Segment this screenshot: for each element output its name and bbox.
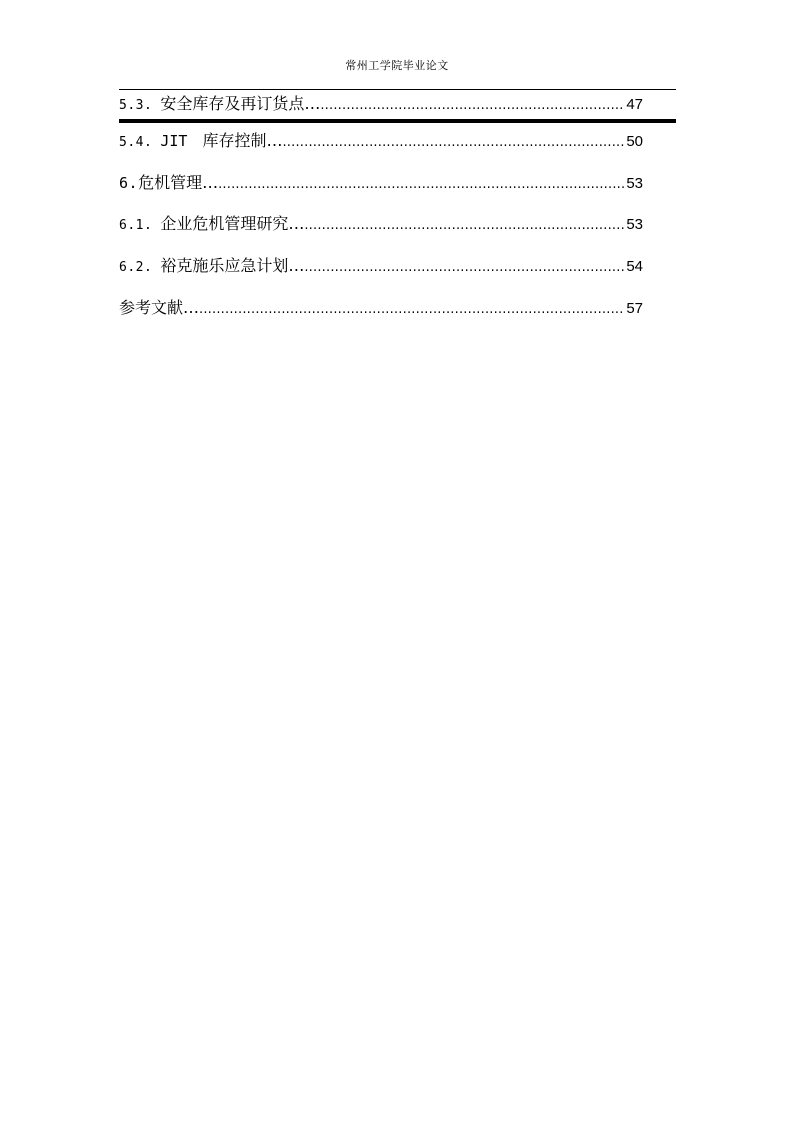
toc-entry-title: 企业危机管理研究… [160,214,305,233]
toc-entry-title: 库存控制… [202,131,283,150]
toc-entry-number: 6. [119,174,139,192]
toc-entry[interactable] [119,172,643,194]
toc-separator-rule [119,119,676,123]
toc-leader-dots [199,299,624,321]
toc-entry-title: 参考文献… [119,298,200,317]
toc-entry[interactable] [119,297,643,319]
toc-entry-page: 50 [626,133,643,150]
toc-leader-dots [218,174,624,196]
page-header: 常州工学院毕业论文 [345,59,449,72]
toc-entry-title: 安全库存及再订货点… [160,94,321,113]
toc-entry-title: 危机管理… [138,173,219,192]
toc-entry-number: 5.4. [119,135,153,150]
toc-entry-page: 54 [626,258,643,275]
toc-entry-number: 6.1. [119,218,153,233]
toc-entry[interactable] [119,213,643,235]
toc-leader-dots [304,257,624,279]
toc-entry-page: 53 [626,175,643,192]
toc-entry-title: 裕克施乐应急计划… [160,256,305,275]
header-rule [119,89,676,90]
toc-entry[interactable] [119,93,643,115]
toc-entry-page: 47 [626,96,643,113]
toc-entry-number: 6.2. [119,260,153,275]
toc-leader-dots [320,95,624,117]
toc-leader-dots [282,132,624,154]
toc-entry-page: 57 [626,300,643,317]
toc-entry-page: 53 [626,216,643,233]
toc-entry-number: 5.3. [119,98,153,113]
toc-entry[interactable] [119,130,643,152]
toc-leader-dots [304,215,624,237]
toc-entry-title-prefix: JIT [160,132,197,150]
toc-entry[interactable] [119,255,643,277]
